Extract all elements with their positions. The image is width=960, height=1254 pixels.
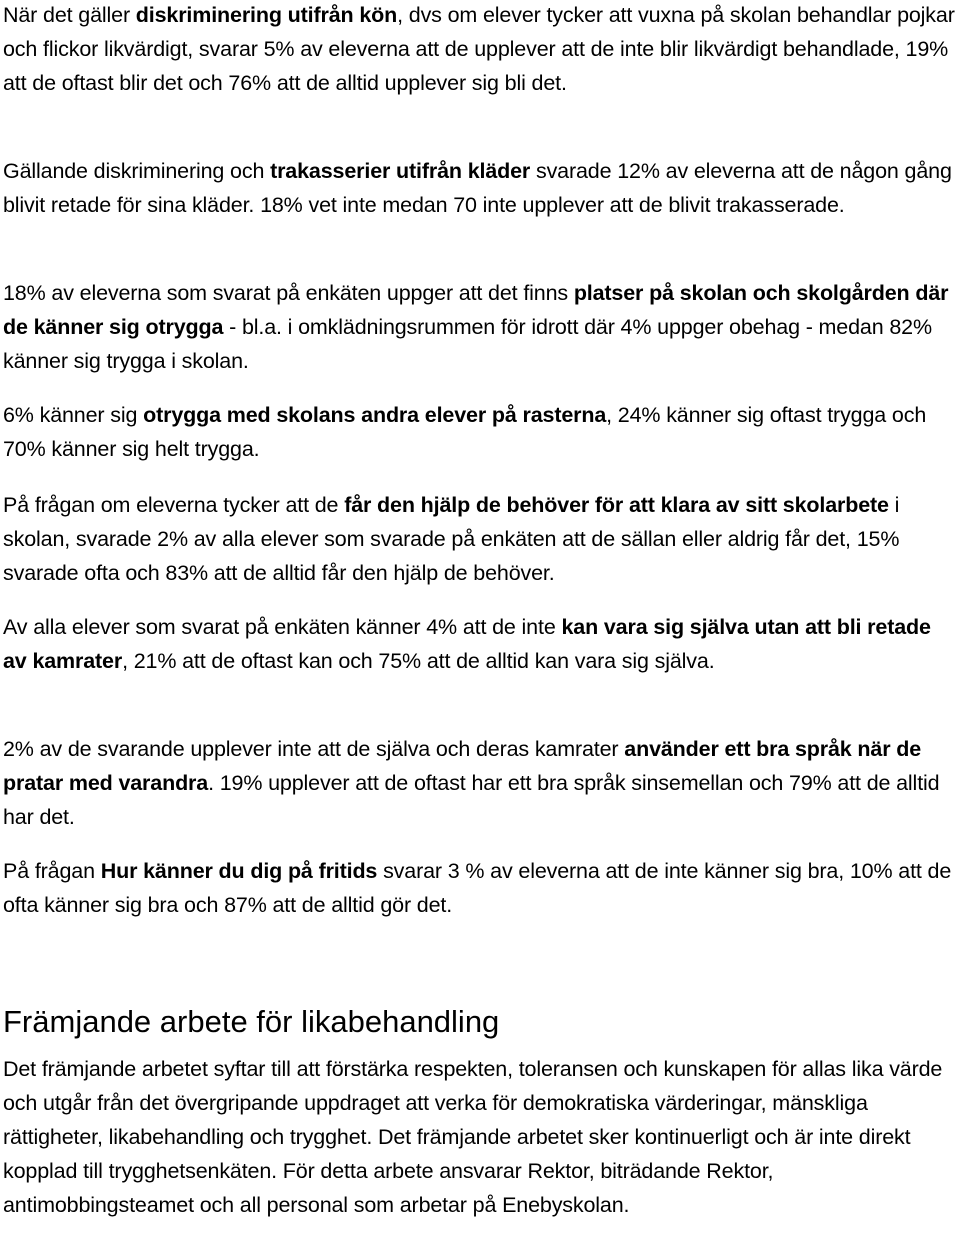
paragraph-emphasis: Hur känner du dig på fritids (100, 859, 378, 883)
paragraph-emphasis: diskriminering utifrån kön (135, 3, 398, 27)
paragraph-text: Gällande diskriminering och (3, 159, 271, 183)
paragraph-text: svarade 12% av eleverna att de någon gång blivit retade för sina kläder. 18% vet inte medan 70 inte upplever att de blivit trakasserade. (3, 159, 952, 217)
section-heading: Främjande arbete för likabehandling (3, 1004, 500, 1039)
paragraph-after-school (3, 854, 957, 922)
paragraph-recess-safety (3, 398, 957, 466)
paragraph-emphasis: får den hjälp de behöver för att klara av sitt skolarbete (344, 493, 889, 517)
paragraph-text: På frågan om eleverna tycker att de (3, 493, 345, 517)
paragraph-text: 2% av de svarande upplever inte att de själva och deras kamrater (3, 737, 625, 761)
paragraph-text: , 24% känner sig oftast trygga och 70% känner sig helt trygga. (3, 403, 927, 461)
paragraph-text: svarar 3 % av eleverna att de inte känner sig bra, 10% att de ofta känner sig bra och 87% att de alltid gör det. (3, 859, 952, 917)
paragraph-language (3, 732, 957, 834)
paragraph-text: När det gäller (3, 3, 136, 27)
paragraph-text: i skolan, svarade 2% av alla elever som svarade på enkäten att de sällan eller aldrig får det, 15% svarade ofta och 83% att de alltid får den hjälp de behöver. (3, 493, 900, 585)
paragraph-be-themselves (3, 610, 957, 678)
paragraph-emphasis: kan vara sig själva utan att bli retade av kamrater (3, 615, 931, 673)
paragraph-emphasis: otrygga med skolans andra elever på rasterna (143, 403, 607, 427)
paragraph-gender-discrimination (3, 0, 957, 100)
paragraph-unsafe-places (3, 276, 957, 378)
paragraph-text: , 21% att de oftast kan och 75% att de alltid kan vara sig själva. (122, 649, 715, 673)
paragraph-emphasis: trakasserier utifrån kläder (270, 159, 531, 183)
paragraph-text: - bl.a. i omklädningsrummen för idrott där 4% uppger obehag - medan 82% känner sig trygga i skolan. (3, 315, 932, 373)
paragraph-text: 18% av eleverna som svarat på enkäten uppger att det finns (3, 281, 574, 305)
paragraph-schoolwork-help (3, 488, 957, 590)
paragraph-clothing-harassment (3, 154, 957, 222)
paragraph-emphasis: använder ett bra språk när de pratar med varandra (3, 737, 922, 795)
paragraph-text: , dvs om elever tycker att vuxna på skolan behandlar pojkar och flickor likvärdigt, svarar 5% av eleverna att de upplever att de inte blir likvärdigt behandlade, 19% att de oftast blir det och 76% att de alltid upplever sig bli det. (3, 3, 955, 95)
paragraph-text: 6% känner sig (3, 403, 144, 427)
paragraph-text: Av alla elever som svarat på enkäten känner 4% att de inte (3, 615, 562, 639)
paragraph-emphasis: platser på skolan och skolgården där de känner sig otrygga (3, 281, 949, 339)
section-body: Det främjande arbetet syftar till att förstärka respekten, toleransen och kunskapen för allas lika värde och utgår från det övergripande uppdraget att verka för demokratiska värderingar, mänskliga rättigheter, likabehandling och trygghet. Det främjande arbetet sker kontinuerligt och är inte direkt kopplad till trygghetsenkäten. För detta arbete ansvarar Rektor, biträdande Rektor, antimobbingsteamet och all personal som arbetar på Enebyskolan. (3, 1057, 943, 1217)
paragraph-text: . 19% upplever att de oftast har ett bra språk sinsemellan och 79% att de alltid har det. (3, 771, 940, 829)
paragraph-text: På frågan (3, 859, 101, 883)
